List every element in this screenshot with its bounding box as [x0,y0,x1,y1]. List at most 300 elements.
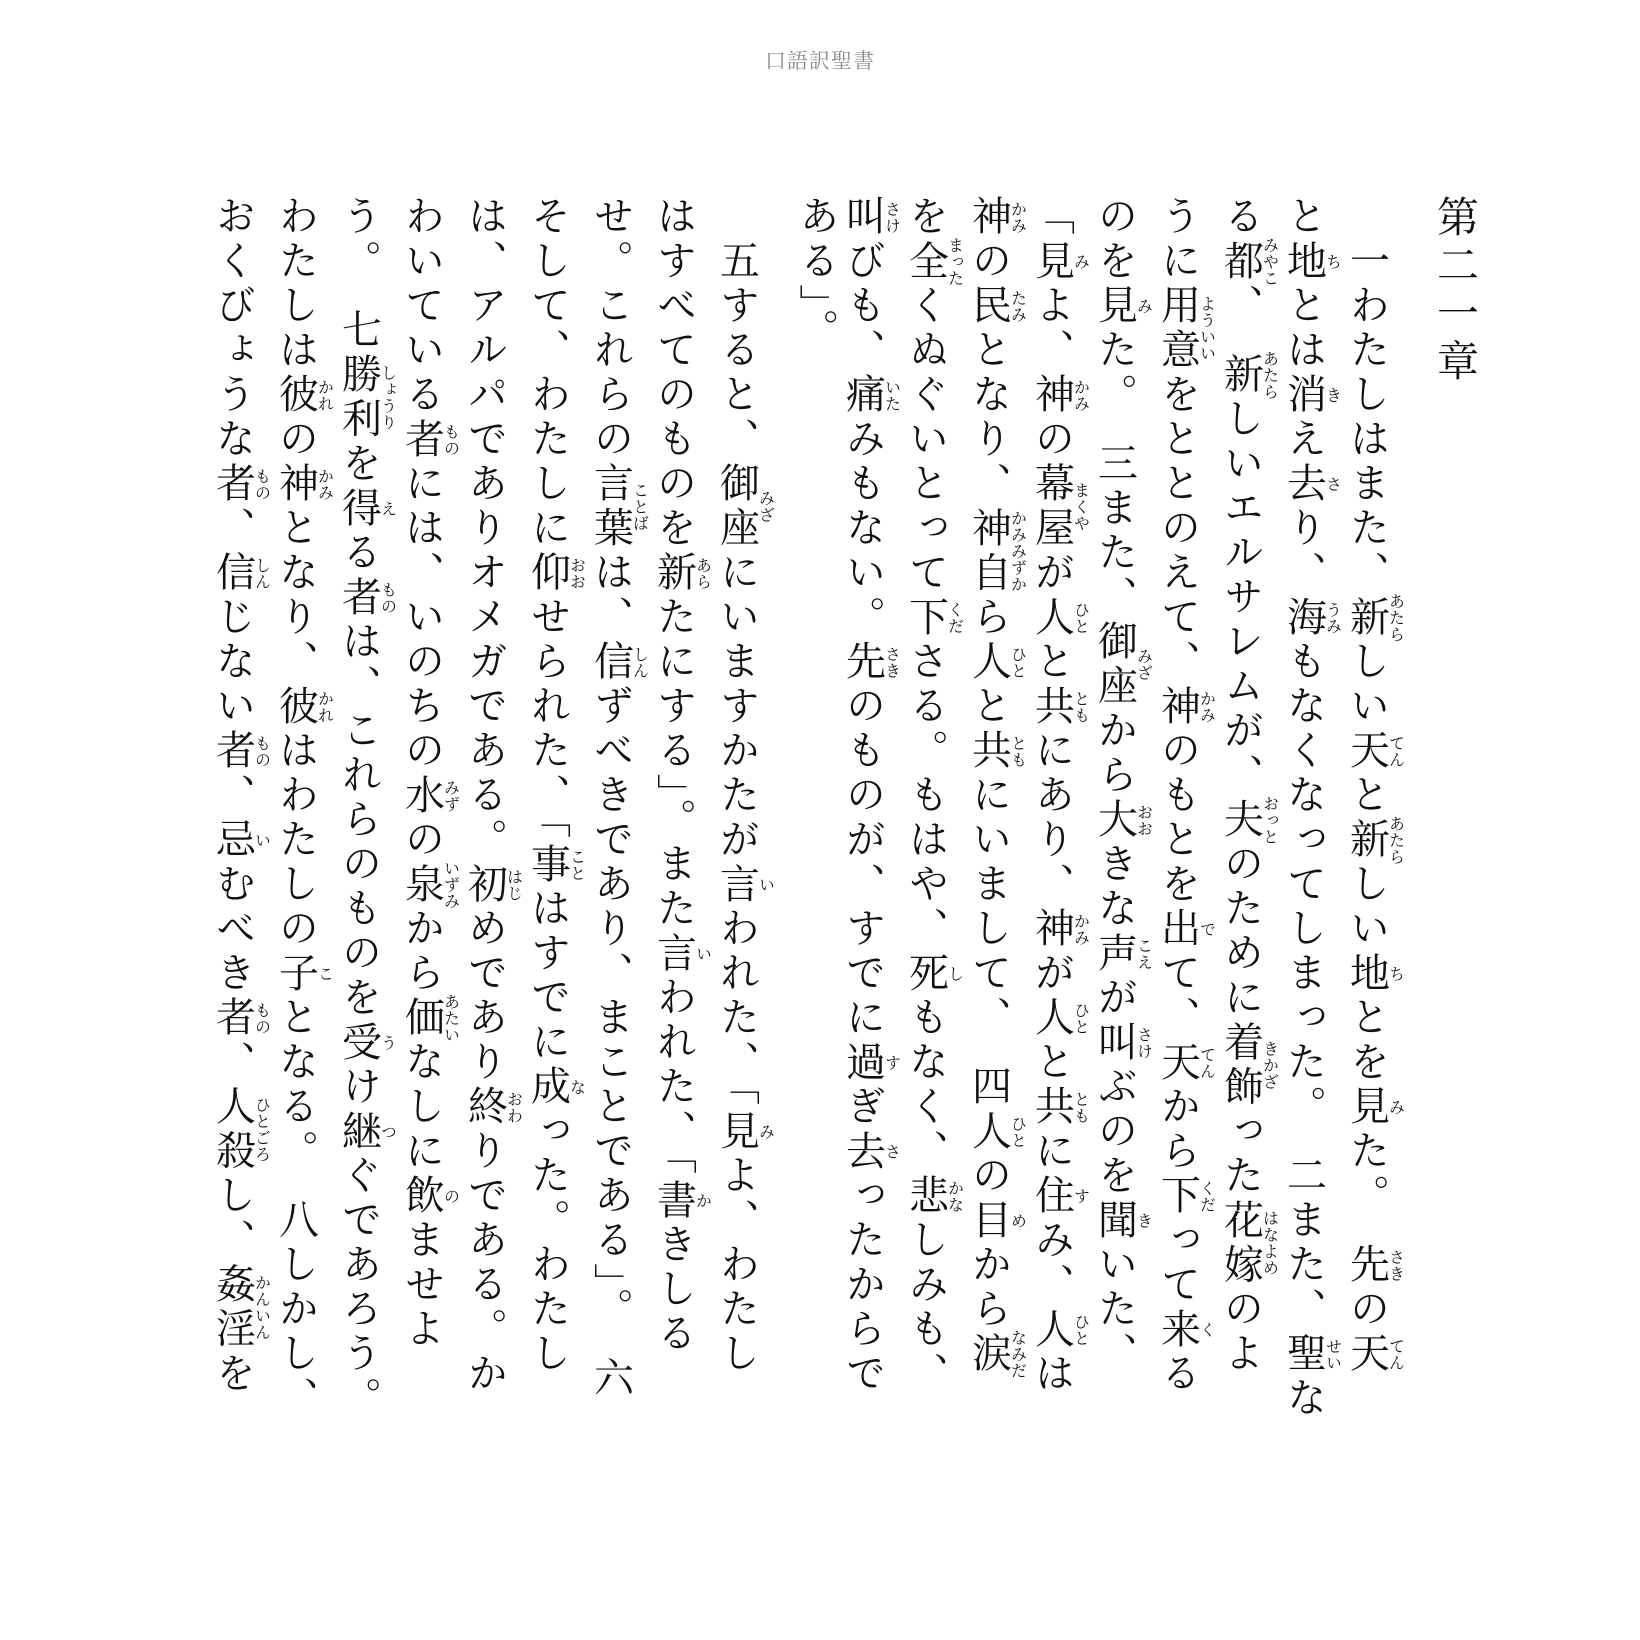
ruby-base: 消 [1281,373,1327,418]
furigana: ひとごろ [252,1085,270,1174]
ruby-group [966,506,1026,596]
furigana: しょうり [378,353,396,442]
text-column [1340,195,1403,1420]
ruby-group [399,1174,459,1219]
furigana: かみ [1197,684,1215,729]
furigana: もの [252,462,270,507]
ruby-base: 成 [525,1065,571,1110]
text-column [332,195,395,1420]
text-run: しいエルサレムが、 [1218,397,1264,798]
ruby-base: 神 [1155,684,1201,729]
ruby-base: 用意 [1155,284,1201,373]
text-run: せ。これらの [588,195,634,462]
text-run: の [273,417,319,462]
ruby-group [903,237,963,287]
text-run: ませよ [399,1218,445,1352]
text-column [1151,195,1214,1420]
ruby-group [1029,1307,1089,1353]
furigana: なみだ [1008,1329,1026,1379]
ruby-base: 信 [210,551,256,596]
ruby-group [1029,996,1089,1041]
text-run: をととのえて、 [1155,373,1201,685]
text-run: ぎ [840,1085,886,1130]
furigana: あたい [441,993,459,1043]
text-run: 「 [1029,195,1075,240]
ruby-base: 出 [1155,907,1201,952]
text-run: よ、わたし [714,1154,760,1377]
text-run: が [1029,951,1075,996]
text-run: を [210,1352,256,1397]
text-run: から [399,907,445,996]
text-run: 一わたしはまた、 [1344,195,1390,596]
furigana: みず [441,773,459,818]
furigana: い [693,931,711,976]
text-column [1025,195,1088,1420]
text-run: と [1029,640,1075,685]
ruby-base: 都 [1218,237,1264,287]
text-run: わたしは [273,195,319,373]
furigana: こえ [1134,931,1152,976]
furigana: す [882,1040,900,1085]
ruby-base: 来 [1155,1307,1201,1352]
ruby-base: 神自 [966,506,1012,596]
ruby-group [588,640,648,685]
furigana: す [1071,1174,1089,1219]
furigana: さ [1323,462,1341,507]
ruby-base: 人 [966,640,1012,685]
ruby-group [1344,951,1404,997]
ruby-group [336,575,396,621]
ruby-group [210,1263,270,1352]
ruby-group [588,462,648,551]
ruby-group [399,417,459,463]
ruby-group [1281,239,1341,285]
text-run: 五すると、 [714,195,760,462]
ruby-base: 新 [651,551,697,596]
furigana: ひと [1071,595,1089,640]
text-run: せられた、「 [525,595,571,843]
ruby-group [1155,1174,1215,1219]
furigana: ひと [1071,1307,1089,1352]
text-run: う。 七 [336,195,382,353]
ruby-base: 聞 [1092,1198,1138,1243]
ruby-group [966,640,1026,685]
text-run: け [336,1065,382,1110]
ruby-base: 言葉 [588,462,634,551]
furigana: み [1071,239,1089,284]
ruby-group [1281,595,1341,641]
furigana: み [1134,284,1152,329]
text-run: え [1281,417,1327,462]
text-run: じない [210,595,256,729]
text-run: のもとを [1155,729,1201,907]
text-column [395,195,458,1420]
text-run: は [1029,1352,1075,1397]
text-run: はすでに [525,887,571,1065]
ruby-base: 忌 [210,818,256,863]
ruby-group [525,551,585,596]
ruby-group [1029,239,1089,285]
ruby-base: 飲 [399,1174,445,1219]
furigana: ひと [1008,1109,1026,1154]
text-run: し、 [210,1174,256,1263]
ruby-group [336,1020,396,1066]
text-column [836,195,899,1420]
text-column [1088,195,1151,1420]
ruby-group [1344,593,1404,643]
ruby-base: 終 [462,1085,508,1130]
furigana: な [567,1065,585,1110]
ruby-group [210,551,270,596]
ruby-base: 人 [1029,1307,1075,1352]
ruby-base: 見 [1344,1085,1390,1130]
furigana: かみみずか [1008,506,1026,596]
text-run: のものが、すでに [840,684,886,1041]
ruby-group [903,951,963,997]
ruby-group [1029,462,1089,551]
text-run: むべき [210,862,256,996]
ruby-base: 神 [1029,907,1075,952]
ruby-base: 叫 [840,195,886,240]
furigana: あたら [1260,350,1278,400]
text-run: の [399,818,445,863]
ruby-base: 人 [966,1109,1012,1154]
text-run: くぬぐいとって [903,284,949,596]
furigana: み [1386,1085,1404,1130]
ruby-group [903,1174,963,1219]
text-run: きしる [651,1223,697,1357]
furigana: かんいん [252,1263,270,1352]
ruby-base: 去 [1281,462,1327,507]
furigana: の [441,1174,459,1219]
text-column [206,195,269,1420]
ruby-base: 言 [714,862,760,907]
ruby-group [966,729,1026,774]
ruby-base: 者 [210,462,256,507]
text-run: にあり、 [1029,729,1075,907]
furigana: はじ [504,862,522,907]
text-run: の [1029,417,1075,462]
furigana: おわ [504,1085,522,1130]
text-run: となり、 [966,328,1012,507]
ruby-base: 地 [1344,951,1390,996]
ruby-group [399,773,459,819]
text-run: なしに [399,1040,445,1174]
text-run: と [1281,195,1327,240]
furigana: みざ [756,462,774,551]
text-run: しい [1344,640,1390,729]
ruby-group [840,1040,900,1086]
ruby-base: 地 [1281,239,1327,284]
ruby-group [840,195,900,240]
furigana: つ [378,1109,396,1154]
ruby-group [525,842,585,888]
ruby-base: 書 [651,1178,697,1223]
text-run: めであり [462,907,508,1085]
furigana: さき [882,640,900,685]
ruby-base: 過 [840,1040,886,1085]
ruby-group [210,996,270,1041]
ruby-base: 得 [336,486,382,531]
ruby-group [399,993,459,1043]
text-column [1214,195,1277,1420]
furigana: いた [882,373,900,418]
book-title: 口語訳聖書 [765,49,875,73]
furigana: かな [945,1174,963,1219]
ruby-base: 聖 [1281,1332,1327,1377]
ruby-base: 先 [1344,1243,1390,1288]
ruby-group [966,1109,1026,1155]
ruby-group [336,353,396,442]
text-run: に [1029,1129,1075,1174]
ruby-base: 水 [399,773,445,818]
ruby-base: 神 [966,195,1012,240]
ruby-base: 天 [1344,1332,1390,1377]
furigana: みやこ [1260,237,1278,287]
ruby-base: 見 [714,1109,760,1154]
ruby-group [462,862,522,908]
text-run: み、 [1029,1218,1075,1308]
furigana: しん [630,640,648,685]
furigana: ことば [630,462,648,551]
text-run: は、 [588,551,634,640]
furigana: こ [315,951,333,996]
furigana: とも [1008,729,1026,774]
text-run: たにする」。また [651,595,697,932]
ruby-base: 悲 [903,1174,949,1219]
ruby-base: 叫 [1092,1020,1138,1065]
ruby-group [1344,1085,1404,1130]
text-run: った。わたし [525,1109,571,1377]
text-run: となる。 八しかし、 [273,996,319,1421]
ruby-group [1029,373,1089,418]
furigana: おお [1134,798,1152,843]
ruby-group [273,462,333,507]
ruby-base: 姦淫 [210,1263,256,1352]
furigana: ひと [1071,996,1089,1041]
text-run: にいまして、 四 [966,773,1012,1110]
furigana: あたら [1386,593,1404,643]
ruby-group [1029,595,1089,641]
running-head [0,0,1640,120]
ruby-group [1155,907,1215,952]
text-run: って [1155,1218,1201,1308]
ruby-base: 声 [1092,931,1138,976]
ruby-group [651,1178,711,1224]
furigana: さき [1386,1243,1404,1288]
furigana: かれ [315,373,333,418]
ruby-group [966,1198,1026,1244]
text-run: よ、 [1029,284,1075,373]
ruby-base: 受 [336,1020,382,1065]
ruby-base: 人 [1029,996,1075,1041]
furigana: もの [378,575,396,620]
furigana: く [1197,1307,1215,1352]
ruby-base: 花嫁 [1218,1198,1264,1288]
text-run: には、いのちの [399,462,445,774]
text-run: が [1092,976,1138,1021]
ruby-base: 下 [1155,1174,1201,1219]
text-run: る [336,531,382,576]
ruby-base: 涙 [966,1329,1012,1379]
text-column [773,195,839,1420]
text-column [710,195,773,1420]
furigana: さけ [1134,1020,1152,1065]
text-run: われた、「 [651,976,697,1179]
text-run: ぶのを [1092,1065,1138,1199]
ruby-group [1155,684,1215,730]
furigana: あたら [1386,815,1404,865]
ruby-group [966,284,1026,329]
text-run: となり、 [273,506,319,685]
text-run: 、 [210,1040,256,1085]
furigana: もの [252,996,270,1041]
text-column [584,195,647,1420]
furigana: とも [1071,1085,1089,1130]
text-run: ったからで [840,1174,886,1397]
text-run: りである。か [462,1129,508,1397]
text-run: さる。もはや、 [903,640,949,952]
ruby-base: 価 [399,993,445,1043]
ruby-group [1029,1174,1089,1219]
ruby-base: 者 [336,575,382,620]
ruby-base: 幕屋 [1029,462,1075,551]
ruby-group [1218,1198,1278,1288]
text-run: うに [1155,195,1201,284]
ruby-base: 信 [588,640,634,685]
ruby-group [1344,815,1404,865]
ruby-group [714,862,774,908]
text-run: しい [1344,862,1390,952]
furigana: ち [1386,951,1404,996]
furigana: くだ [1197,1174,1215,1219]
ruby-base: 彼 [273,684,319,729]
ruby-group [1281,1332,1341,1377]
ruby-base: 夫 [1218,795,1264,845]
ruby-group [399,860,459,910]
text-run: る [1218,195,1264,240]
text-run: そして、わたしに [525,195,571,551]
text-run: いた、 [1092,1243,1138,1377]
furigana: かみ [315,462,333,507]
text-run: の [966,1154,1012,1199]
text-run: の [966,239,1012,284]
text-run: ある」。 [794,195,839,353]
ruby-base: 見 [1092,284,1138,329]
ruby-base: 大 [1092,798,1138,843]
text-run: から [966,1243,1012,1332]
ruby-group [336,1109,396,1155]
ruby-base: 者 [210,996,256,1041]
furigana: え [378,486,396,531]
furigana: かみ [1008,195,1026,240]
ruby-base: 子 [273,951,319,996]
ruby-group [1218,237,1278,287]
ruby-group [966,1329,1026,1379]
furigana: あら [693,551,711,596]
text-run: わいている [399,195,445,418]
ruby-base: 新 [1344,815,1390,865]
text-run: と [966,684,1012,729]
furigana: い [252,818,270,863]
furigana: てん [1386,729,1404,774]
ruby-base: 共 [1029,684,1075,729]
ruby-group [1218,350,1278,400]
ruby-base: 全 [903,237,949,287]
ruby-base: 神 [1029,373,1075,418]
text-run: な [1281,1376,1327,1421]
text-run: 、 [1218,284,1264,353]
text-run: はわたしの [273,729,319,952]
furigana: まくや [1071,462,1089,551]
ruby-group [840,373,900,418]
ruby-base: 御座 [1092,620,1138,709]
ruby-base: 共 [1029,1085,1075,1130]
text-run: おくびょうな [210,195,256,462]
ruby-group [1218,1020,1278,1110]
ruby-group [1029,1085,1089,1130]
ruby-group [1155,1040,1215,1086]
ruby-base: 人 [1029,595,1075,640]
ruby-group [273,684,333,730]
furigana: み [756,1109,774,1154]
furigana: こと [567,842,585,887]
ruby-group [714,1109,774,1155]
text-column [647,195,710,1420]
furigana: たみ [1008,284,1026,329]
text-run: みもない。 [840,417,886,640]
text-run: ぐであろう。 [336,1154,382,1421]
text-run: を [336,442,382,487]
furigana: まった [945,237,963,287]
ruby-group [840,1129,900,1175]
ruby-group [210,462,270,507]
furigana: か [693,1178,711,1223]
ruby-base: 民 [966,284,1012,329]
text-column [962,195,1025,1420]
ruby-group [1344,729,1404,774]
text-run: にいますかたが [714,551,760,863]
ruby-base: 初 [462,862,508,907]
ruby-group [525,1065,585,1110]
text-run: しみも、 [903,1218,949,1397]
ruby-group [273,373,333,418]
ruby-base: 人殺 [210,1085,256,1174]
text-run: 、 [210,773,256,818]
ruby-base: 御座 [714,462,760,551]
ruby-base: 見 [1029,239,1075,284]
ruby-group [1218,795,1278,845]
ruby-base: 泉 [399,860,445,910]
ruby-group [714,462,774,551]
text-run: と [1029,1040,1075,1085]
ruby-base: 痛 [840,373,886,418]
text-run: われた、「 [714,907,760,1110]
furigana: かみ [1071,907,1089,952]
text-run: 、 [210,506,256,551]
furigana: し [945,951,963,996]
chapter-heading [1403,195,1475,1420]
furigana: かみ [1071,373,1089,418]
ruby-group [1281,462,1341,507]
text-run: 第二一章 [1431,195,1477,387]
furigana: め [1008,1198,1026,1243]
furigana: もの [252,729,270,774]
furigana: いずみ [441,860,459,910]
furigana: とも [1071,684,1089,729]
furigana: せい [1323,1332,1341,1377]
ruby-group [210,1085,270,1174]
